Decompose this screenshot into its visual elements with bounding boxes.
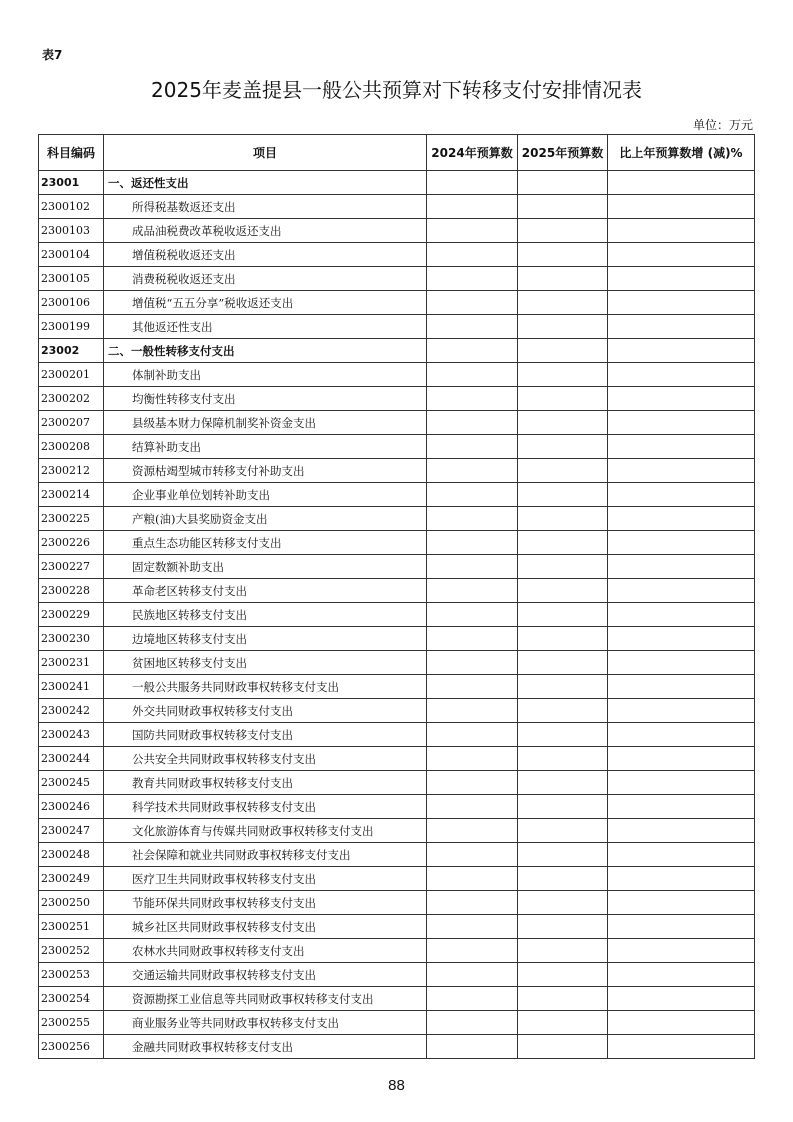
cell-item: 公共安全共同财政事权转移支付支出 [104, 747, 427, 771]
table-row [39, 627, 755, 651]
cell-change-percent [608, 579, 755, 603]
cell-2025-budget [518, 387, 608, 411]
cell-change-percent [608, 963, 755, 987]
cell-change-percent [608, 339, 755, 363]
table-row [39, 963, 755, 987]
cell-2024-budget [427, 291, 518, 315]
table-row [39, 795, 755, 819]
cell-2024-budget [427, 435, 518, 459]
cell-2025-budget [518, 363, 608, 387]
cell-code: 2300249 [39, 867, 104, 891]
cell-change-percent [608, 411, 755, 435]
cell-code: 2300102 [39, 195, 104, 219]
cell-code: 2300254 [39, 987, 104, 1011]
cell-code: 2300243 [39, 723, 104, 747]
cell-item: 结算补助支出 [104, 435, 427, 459]
cell-change-percent [608, 891, 755, 915]
cell-change-percent [608, 843, 755, 867]
cell-change-percent [608, 435, 755, 459]
cell-item: 产粮(油)大县奖励资金支出 [104, 507, 427, 531]
cell-code: 2300245 [39, 771, 104, 795]
cell-2024-budget [427, 867, 518, 891]
cell-2024-budget [427, 363, 518, 387]
cell-change-percent [608, 243, 755, 267]
table-row [39, 579, 755, 603]
cell-2025-budget [518, 963, 608, 987]
cell-change-percent [608, 795, 755, 819]
cell-change-percent [608, 603, 755, 627]
table-row [39, 315, 755, 339]
cell-2025-budget [518, 603, 608, 627]
page-number: 88 [388, 1077, 405, 1094]
cell-code: 2300230 [39, 627, 104, 651]
cell-2024-budget [427, 315, 518, 339]
header-code: 科目编码 [39, 135, 104, 171]
cell-change-percent [608, 915, 755, 939]
cell-item: 金融共同财政事权转移支付支出 [104, 1035, 427, 1059]
cell-2025-budget [518, 891, 608, 915]
cell-2025-budget [518, 747, 608, 771]
table-row [39, 1035, 755, 1059]
table-row [39, 483, 755, 507]
cell-code: 2300227 [39, 555, 104, 579]
table-row [39, 195, 755, 219]
cell-2024-budget [427, 651, 518, 675]
cell-item: 增值税税收返还支出 [104, 243, 427, 267]
cell-item: 教育共同财政事权转移支付支出 [104, 771, 427, 795]
cell-change-percent [608, 939, 755, 963]
cell-change-percent [608, 867, 755, 891]
cell-change-percent [608, 171, 755, 195]
cell-item: 一、返还性支出 [104, 171, 427, 195]
cell-code: 23002 [39, 339, 104, 363]
cell-code: 2300225 [39, 507, 104, 531]
cell-code: 2300250 [39, 891, 104, 915]
cell-2025-budget [518, 483, 608, 507]
cell-2025-budget [518, 171, 608, 195]
cell-change-percent [608, 723, 755, 747]
cell-item: 其他返还性支出 [104, 315, 427, 339]
table-row [39, 651, 755, 675]
cell-item: 成品油税费改革税收返还支出 [104, 219, 427, 243]
table-row [39, 267, 755, 291]
cell-2024-budget [427, 699, 518, 723]
cell-item: 贫困地区转移支付支出 [104, 651, 427, 675]
cell-item: 增值税“五五分享”税收返还支出 [104, 291, 427, 315]
cell-code: 2300199 [39, 315, 104, 339]
cell-2025-budget [518, 339, 608, 363]
header-change-percent: 比上年预算数增 (减)% [608, 135, 755, 171]
cell-code: 23001 [39, 171, 104, 195]
cell-item: 一般公共服务共同财政事权转移支付支出 [104, 675, 427, 699]
table-row [39, 603, 755, 627]
cell-change-percent [608, 291, 755, 315]
cell-change-percent [608, 219, 755, 243]
cell-code: 2300244 [39, 747, 104, 771]
cell-2024-budget [427, 195, 518, 219]
cell-2025-budget [518, 291, 608, 315]
cell-change-percent [608, 459, 755, 483]
cell-item: 所得税基数返还支出 [104, 195, 427, 219]
table-row [39, 291, 755, 315]
cell-2024-budget [427, 339, 518, 363]
cell-2024-budget [427, 603, 518, 627]
cell-change-percent [608, 699, 755, 723]
cell-code: 2300106 [39, 291, 104, 315]
cell-2025-budget [518, 843, 608, 867]
cell-code: 2300231 [39, 651, 104, 675]
table-row [39, 891, 755, 915]
cell-code: 2300208 [39, 435, 104, 459]
cell-2025-budget [518, 267, 608, 291]
cell-2025-budget [518, 819, 608, 843]
cell-change-percent [608, 387, 755, 411]
transfer-payment-table [38, 134, 755, 1059]
cell-code: 2300207 [39, 411, 104, 435]
table-row [39, 699, 755, 723]
cell-2025-budget [518, 243, 608, 267]
table-section-row [39, 171, 755, 195]
table-row [39, 987, 755, 1011]
cell-2025-budget [518, 627, 608, 651]
cell-2025-budget [518, 675, 608, 699]
cell-item: 体制补助支出 [104, 363, 427, 387]
cell-2024-budget [427, 411, 518, 435]
table-row [39, 555, 755, 579]
cell-item: 文化旅游体育与传媒共同财政事权转移支付支出 [104, 819, 427, 843]
table-row [39, 747, 755, 771]
cell-change-percent [608, 987, 755, 1011]
header-2024-budget: 2024年预算数 [427, 135, 518, 171]
table-row [39, 1011, 755, 1035]
table-row [39, 435, 755, 459]
cell-change-percent [608, 315, 755, 339]
cell-2025-budget [518, 1011, 608, 1035]
cell-2025-budget [518, 195, 608, 219]
cell-2024-budget [427, 579, 518, 603]
cell-2024-budget [427, 507, 518, 531]
cell-code: 2300214 [39, 483, 104, 507]
cell-code: 2300242 [39, 699, 104, 723]
cell-change-percent [608, 651, 755, 675]
cell-code: 2300105 [39, 267, 104, 291]
cell-code: 2300248 [39, 843, 104, 867]
cell-2024-budget [427, 219, 518, 243]
cell-2024-budget [427, 267, 518, 291]
cell-code: 2300201 [39, 363, 104, 387]
cell-2024-budget [427, 939, 518, 963]
cell-2024-budget [427, 171, 518, 195]
cell-2025-budget [518, 939, 608, 963]
cell-item: 边境地区转移支付支出 [104, 627, 427, 651]
cell-change-percent [608, 195, 755, 219]
page-title: 2025年麦盖提县一般公共预算对下转移支付安排情况表 [151, 78, 642, 102]
cell-item: 民族地区转移支付支出 [104, 603, 427, 627]
cell-2024-budget [427, 843, 518, 867]
cell-2024-budget [427, 1035, 518, 1059]
cell-code: 2300226 [39, 531, 104, 555]
cell-2025-budget [518, 435, 608, 459]
table-row [39, 459, 755, 483]
table-row [39, 531, 755, 555]
cell-2025-budget [518, 411, 608, 435]
cell-2025-budget [518, 987, 608, 1011]
cell-change-percent [608, 747, 755, 771]
cell-change-percent [608, 507, 755, 531]
cell-code: 2300229 [39, 603, 104, 627]
cell-item: 革命老区转移支付支出 [104, 579, 427, 603]
cell-item: 交通运输共同财政事权转移支付支出 [104, 963, 427, 987]
cell-item: 二、一般性转移支付支出 [104, 339, 427, 363]
cell-code: 2300212 [39, 459, 104, 483]
table-row [39, 243, 755, 267]
cell-2024-budget [427, 387, 518, 411]
table-row [39, 867, 755, 891]
cell-item: 农林水共同财政事权转移支付支出 [104, 939, 427, 963]
cell-2025-budget [518, 795, 608, 819]
cell-item: 均衡性转移支付支出 [104, 387, 427, 411]
cell-2024-budget [427, 771, 518, 795]
table-row [39, 939, 755, 963]
cell-2024-budget [427, 747, 518, 771]
cell-2024-budget [427, 1011, 518, 1035]
table-label: 表7 [42, 48, 63, 62]
cell-item: 企业事业单位划转补助支出 [104, 483, 427, 507]
table-row [39, 675, 755, 699]
cell-item: 节能环保共同财政事权转移支付支出 [104, 891, 427, 915]
header-2025-budget: 2025年预算数 [518, 135, 608, 171]
cell-code: 2300251 [39, 915, 104, 939]
table-row [39, 819, 755, 843]
cell-item: 国防共同财政事权转移支付支出 [104, 723, 427, 747]
cell-item: 固定数额补助支出 [104, 555, 427, 579]
cell-item: 商业服务业等共同财政事权转移支付支出 [104, 1011, 427, 1035]
cell-change-percent [608, 627, 755, 651]
cell-change-percent [608, 819, 755, 843]
cell-change-percent [608, 675, 755, 699]
cell-2024-budget [427, 531, 518, 555]
cell-item: 社会保障和就业共同财政事权转移支付支出 [104, 843, 427, 867]
cell-2024-budget [427, 819, 518, 843]
cell-change-percent [608, 267, 755, 291]
cell-change-percent [608, 531, 755, 555]
table-row [39, 507, 755, 531]
cell-item: 消费税税收返还支出 [104, 267, 427, 291]
cell-2025-budget [518, 699, 608, 723]
table-section-row [39, 339, 755, 363]
cell-2025-budget [518, 315, 608, 339]
cell-2025-budget [518, 555, 608, 579]
cell-2025-budget [518, 651, 608, 675]
header-item: 项目 [104, 135, 427, 171]
cell-change-percent [608, 483, 755, 507]
cell-2025-budget [518, 723, 608, 747]
table-row [39, 411, 755, 435]
cell-2024-budget [427, 459, 518, 483]
cell-2024-budget [427, 915, 518, 939]
cell-change-percent [608, 1011, 755, 1035]
cell-code: 2300202 [39, 387, 104, 411]
unit-label: 单位：万元 [692, 118, 753, 132]
cell-change-percent [608, 555, 755, 579]
cell-code: 2300104 [39, 243, 104, 267]
table-row [39, 843, 755, 867]
cell-item: 县级基本财力保障机制奖补资金支出 [104, 411, 427, 435]
cell-2025-budget [518, 531, 608, 555]
table-row [39, 915, 755, 939]
cell-change-percent [608, 1035, 755, 1059]
cell-2025-budget [518, 771, 608, 795]
cell-change-percent [608, 363, 755, 387]
cell-2025-budget [518, 915, 608, 939]
cell-2024-budget [427, 723, 518, 747]
cell-code: 2300103 [39, 219, 104, 243]
cell-item: 城乡社区共同财政事权转移支付支出 [104, 915, 427, 939]
cell-code: 2300246 [39, 795, 104, 819]
cell-code: 2300256 [39, 1035, 104, 1059]
table-row [39, 363, 755, 387]
cell-2025-budget [518, 507, 608, 531]
cell-2024-budget [427, 963, 518, 987]
cell-code: 2300253 [39, 963, 104, 987]
cell-2025-budget [518, 1035, 608, 1059]
cell-code: 2300252 [39, 939, 104, 963]
table-body [39, 171, 755, 1059]
cell-code: 2300255 [39, 1011, 104, 1035]
cell-2025-budget [518, 867, 608, 891]
cell-change-percent [608, 771, 755, 795]
cell-2024-budget [427, 795, 518, 819]
cell-code: 2300247 [39, 819, 104, 843]
cell-2024-budget [427, 483, 518, 507]
cell-2025-budget [518, 459, 608, 483]
table-row [39, 387, 755, 411]
table-row [39, 723, 755, 747]
cell-item: 资源枯竭型城市转移支付补助支出 [104, 459, 427, 483]
cell-2024-budget [427, 987, 518, 1011]
cell-item: 外交共同财政事权转移支付支出 [104, 699, 427, 723]
table-header-row [39, 135, 755, 171]
cell-code: 2300228 [39, 579, 104, 603]
cell-item: 医疗卫生共同财政事权转移支付支出 [104, 867, 427, 891]
cell-item: 重点生态功能区转移支付支出 [104, 531, 427, 555]
cell-2024-budget [427, 675, 518, 699]
cell-2024-budget [427, 627, 518, 651]
cell-2024-budget [427, 243, 518, 267]
cell-2024-budget [427, 891, 518, 915]
cell-2025-budget [518, 219, 608, 243]
table-row [39, 771, 755, 795]
cell-2024-budget [427, 555, 518, 579]
table-row [39, 219, 755, 243]
cell-code: 2300241 [39, 675, 104, 699]
cell-2025-budget [518, 579, 608, 603]
cell-item: 资源勘探工业信息等共同财政事权转移支付支出 [104, 987, 427, 1011]
cell-item: 科学技术共同财政事权转移支付支出 [104, 795, 427, 819]
